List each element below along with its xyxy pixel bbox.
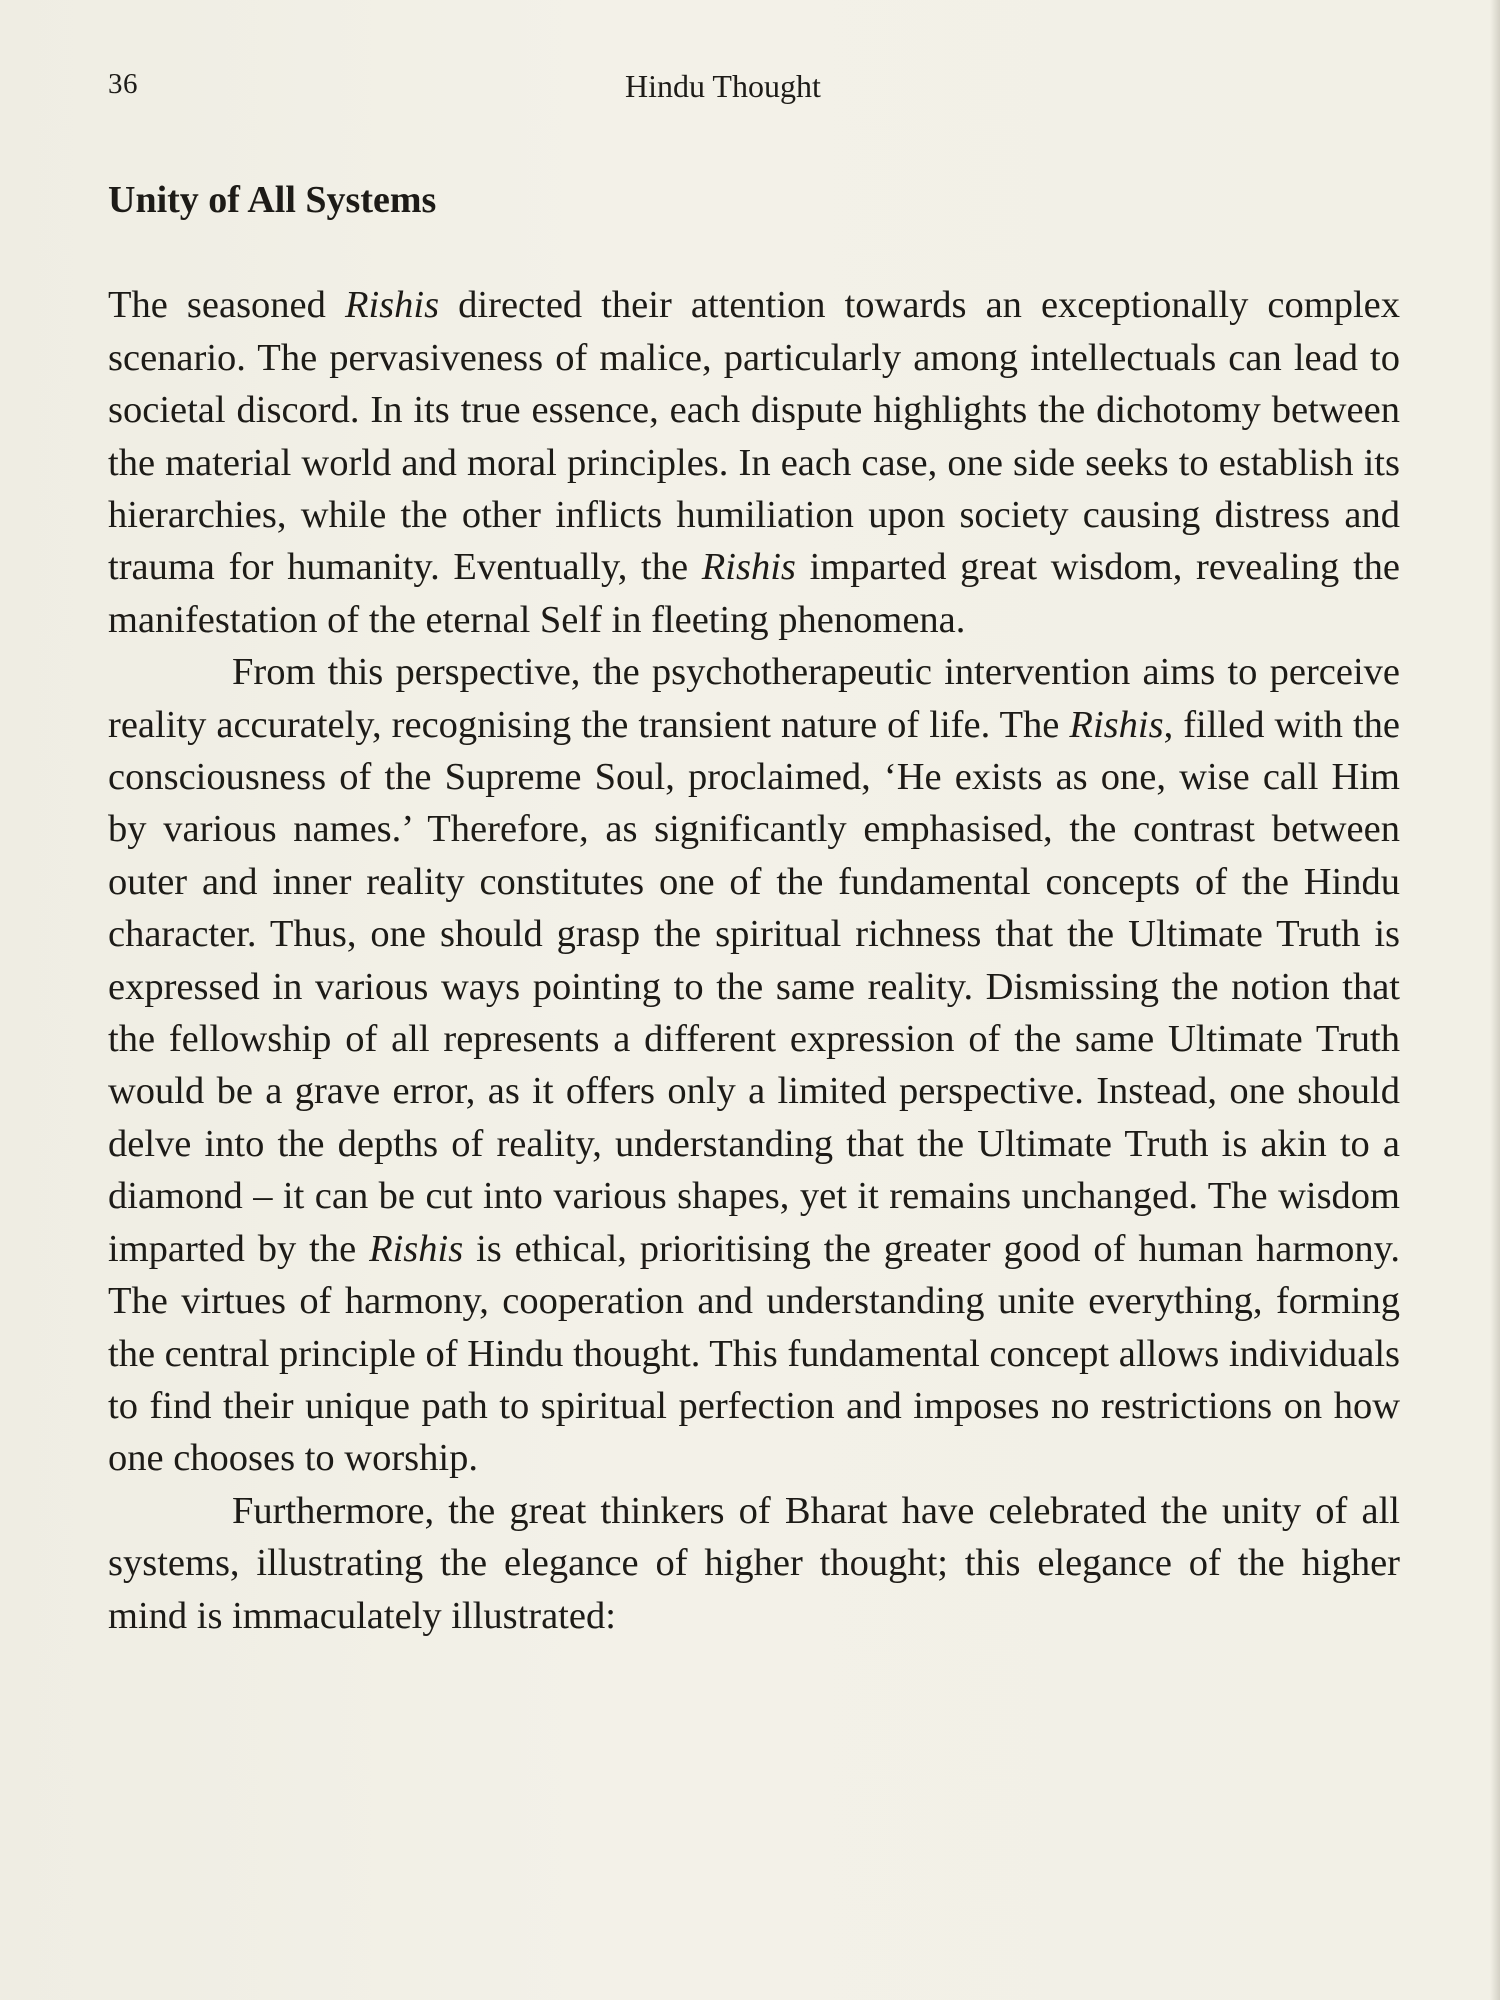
text-segment: , filled with the consciousness of the Supreme Soul, proclaimed, ‘He exists as one, wise call Him by various names.’ Therefore, as significantly emphasised, the contrast between outer and inner reality constitutes one of the fundamental concepts of the Hindu character. Thus, one should grasp the spiritual richness that the Ultimate Truth is expressed in various ways pointing to the same reality. Dismissing the notion that the fellowship of all represents a different expression of the same Ultimate Truth would be a grave error, as it offers only a limited perspective. Instead, one should delve into the depths of reality, understanding that the Ultimate Truth is akin to a diamond – it can be cut into various shapes, yet it remains unchanged. The wisdom imparted by the [108, 703, 1400, 1270]
text-segment: is ethical, prioritising the greater good of human harmony. The virtues of harmony, cooperation and understanding unite everything, forming the central principle of Hindu thought. This fundamental concept allows individuals to find their unique path to spiritual perfection and imposes no restrictions on how one chooses to worship. [108, 1227, 1400, 1480]
paragraph-2 [108, 646, 1400, 1485]
running-header [0, 68, 1500, 112]
text-segment: Furthermore, the great thinkers of Bharat have celebrated the unity of all systems, illustrating the elegance of higher thought; this elegance of the higher mind is immaculately illustrated: [108, 1489, 1400, 1637]
page-edge-shadow [1490, 0, 1500, 2000]
text-segment: The seasoned [108, 284, 345, 327]
italic-term: Rishis [344, 284, 440, 327]
page-body [108, 176, 1400, 1642]
text-segment: directed their attention towards an exceptionally complex scenario. The pervasiveness of malice, particularly among intellectuals can lead to societal discord. In its true essence, each dispute highlights the dichotomy between the material world and moral principles. In each case, one side seeks to establish its hierarchies, while the other inflicts humiliation upon society causing distress and trauma for humanity. Eventually, the [108, 284, 1400, 589]
italic-term: Rishis [701, 546, 796, 589]
running-title: Hindu Thought [625, 68, 821, 104]
text-segment: From this perspective, the psychotherapeutic intervention aims to perceive reality accurately, recognising the transient nature of life. The [108, 651, 1400, 746]
italic-term: Rishis [369, 1227, 464, 1270]
paragraph-3 [108, 1485, 1400, 1642]
text-segment: imparted great wisdom, revealing the manifestation of the eternal Self in fleeting phenomena. [108, 546, 1400, 641]
italic-term: Rishis [1069, 703, 1164, 746]
paragraph-1 [108, 279, 1400, 646]
page-number: 36 [108, 68, 138, 100]
section-heading: Unity of All Systems [108, 179, 437, 221]
